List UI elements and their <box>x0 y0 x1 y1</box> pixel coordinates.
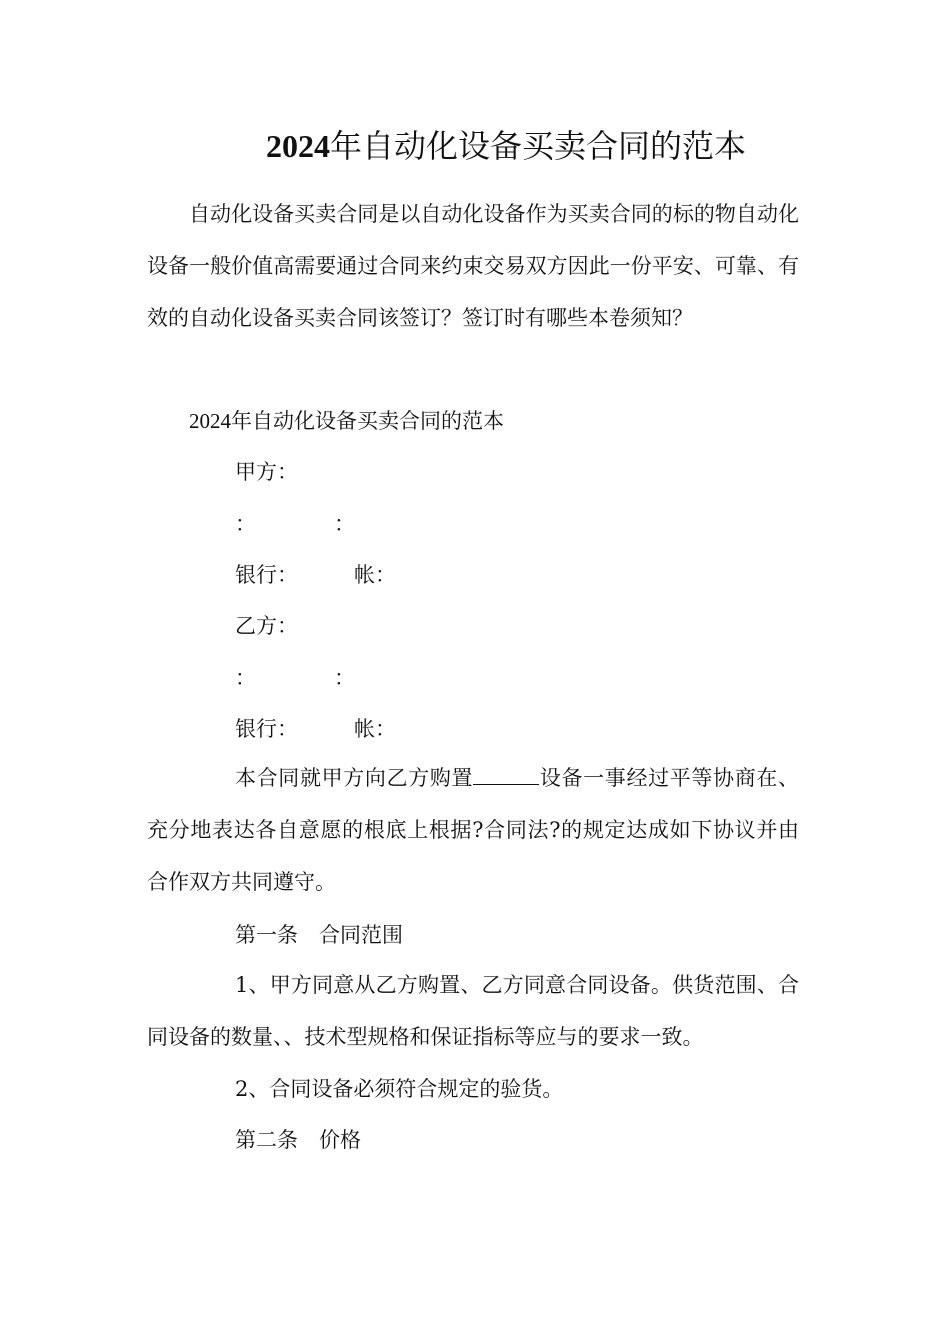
agreement-text-2: 设备一事经过平等协商在、充分地表达各自意愿的根底上根据?合同法?的规定达成如下协议并由合作双方共同遵守。 <box>147 766 800 894</box>
party-a-label: 甲方： <box>235 460 298 484</box>
article-1-heading: 第一条 合同范围 <box>235 923 403 947</box>
subtitle-text: 2024年自动化设备买卖合同的范本 <box>189 409 504 433</box>
article-2-heading: 第二条 价格 <box>235 1128 361 1152</box>
party-a-account: 帐： <box>354 563 396 587</box>
party-a-address-row <box>147 509 355 539</box>
article-1-item-2: 2、合同设备必须符合规定的验货。 <box>235 1077 564 1101</box>
party-b-account: 帐： <box>354 717 396 741</box>
party-b-bank-row <box>147 714 396 744</box>
agreement-paragraph-block <box>147 752 799 908</box>
party-b-bank: 银行： <box>235 717 298 741</box>
party-b-label: 乙方： <box>235 614 298 638</box>
party-a-bank: 银行： <box>235 563 298 587</box>
agreement-paragraph <box>147 752 799 908</box>
document-title <box>0 124 950 168</box>
party-b-address-row <box>147 663 355 693</box>
party-a-colon-1: ： <box>235 512 256 536</box>
subtitle <box>147 406 504 436</box>
article-1-item-1: 1、甲方同意从乙方购置、乙方同意合同设备。供货范围、合同设备的数量、、技术型规格和保证指标等应与的要求一致。 <box>147 973 799 1049</box>
party-a-colon-2: ： <box>334 512 355 536</box>
party-b-colon-1: ： <box>235 666 256 690</box>
title-year: 2024 <box>265 128 330 164</box>
blank-line <box>473 766 539 785</box>
intro-paragraph: 自动化设备买卖合同是以自动化设备作为买卖合同的标的物自动化设备一般价值高需要通过合同来约束交易双方因此一份平安、可靠、有效的自动化设备买卖合同该签订？签订时有哪些本卷须知？ <box>147 202 799 330</box>
party-b-colon-2: ： <box>334 666 355 690</box>
agreement-text-1: 本合同就甲方向乙方购置 <box>235 766 474 790</box>
party-a-bank-row <box>147 560 396 590</box>
intro-paragraph-block <box>147 188 799 344</box>
title-text: 年自动化设备买卖合同的范本 <box>329 127 746 165</box>
article-1-item-1-block <box>147 959 799 1063</box>
